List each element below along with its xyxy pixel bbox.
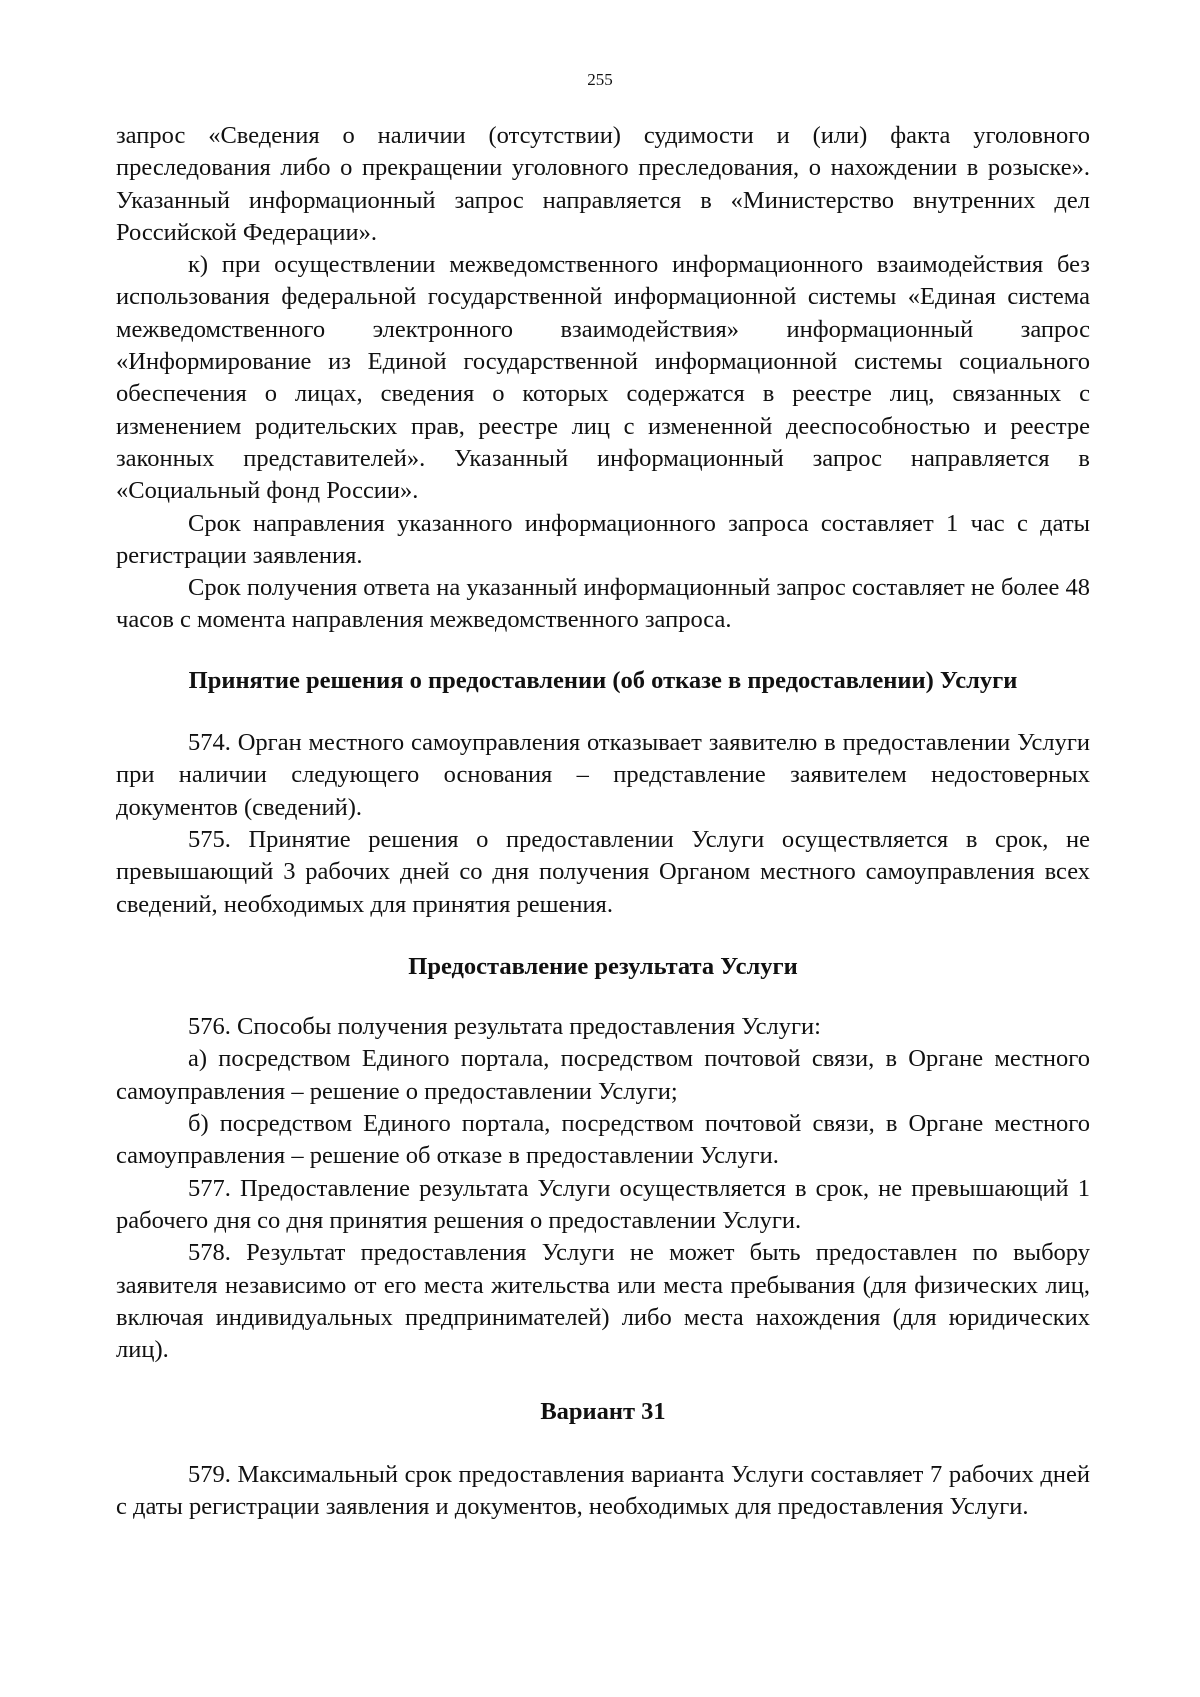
paragraph-request-deadline: Срок направления указанного информационного запроса составляет 1 час с даты регистрации заявления. bbox=[116, 509, 1090, 569]
paragraph-578: 578. Результат предоставления Услуги не может быть предоставлен по выбору заявителя независимо от его места жительства или места пребывания (для физических лиц, включая индивидуальных предпринимателей) либо места нахождения (для юридических лиц). bbox=[116, 1239, 1090, 1364]
paragraph-576-b: б) посредством Единого портала, посредством почтовой связи, в Органе местного самоуправления – решение об отказе в предоставлении Услуги. bbox=[116, 1110, 1090, 1170]
paragraph-574: 574. Орган местного самоуправления отказывает заявителю в предоставлении Услуги при наличии следующего основания – представление заявителем недостоверных документов (сведений). bbox=[116, 729, 1090, 821]
paragraph-575: 575. Принятие решения о предоставлении Услуги осуществляется в срок, не превышающий 3 рабочих дней со дня получения Органом местного самоуправления всех сведений, необходимых для принятия решения. bbox=[116, 825, 1090, 918]
paragraph-579: 579. Максимальный срок предоставления варианта Услуги составляет 7 рабочих дней с даты регистрации заявления и документов, необходимых для предоставления Услуги. bbox=[116, 1460, 1090, 1520]
paragraph-item-k: к) при осуществлении межведомственного информационного взаимодействия без использования федеральной государственной информационной системы «Единая система межведомственного электронного взаимодействия» информационный запрос «Информирование из Единой государственной информационной системы социального обеспечения о лицах, сведения о которых содержатся в реестре лиц, связанных с изменением родительских прав, реестре лиц с измененной дееспособностью и реестре законных представителей». Указанный информационный запрос направляется в «Социальный фонд России». bbox=[116, 251, 1090, 505]
section-heading-result: Предоставление результата Услуги bbox=[408, 952, 798, 980]
section-heading-variant-31: Вариант 31 bbox=[540, 1398, 666, 1426]
document-body bbox=[116, 120, 1090, 1523]
paragraph-576: 576. Способы получения результата предоставления Услуги: bbox=[188, 1013, 821, 1041]
paragraph-request-criminal-record: запрос «Сведения о наличии (отсутствии) судимости и (или) факта уголовного преследования либо о прекращении уголовного преследования, о нахождении в розыске». Указанный информационный запрос направляется в «Министерство внутренних дел Российской Федерации». bbox=[116, 122, 1090, 246]
paragraph-577: 577. Предоставление результата Услуги осуществляется в срок, не превышающий 1 рабочего дня со дня принятия решения о предоставлении Услуги. bbox=[116, 1174, 1090, 1234]
paragraph-response-deadline: Срок получения ответа на указанный информационный запрос составляет не более 48 часов с момента направления межведомственного запроса. bbox=[116, 574, 1090, 634]
section-heading-decision: Принятие решения о предоставлении (об отказе в предоставлении) Услуги bbox=[188, 666, 1018, 694]
paragraph-576-a: а) посредством Единого портала, посредством почтовой связи, в Органе местного самоуправления – решение о предоставлении Услуги; bbox=[116, 1045, 1090, 1105]
page-number: 255 bbox=[587, 70, 613, 89]
